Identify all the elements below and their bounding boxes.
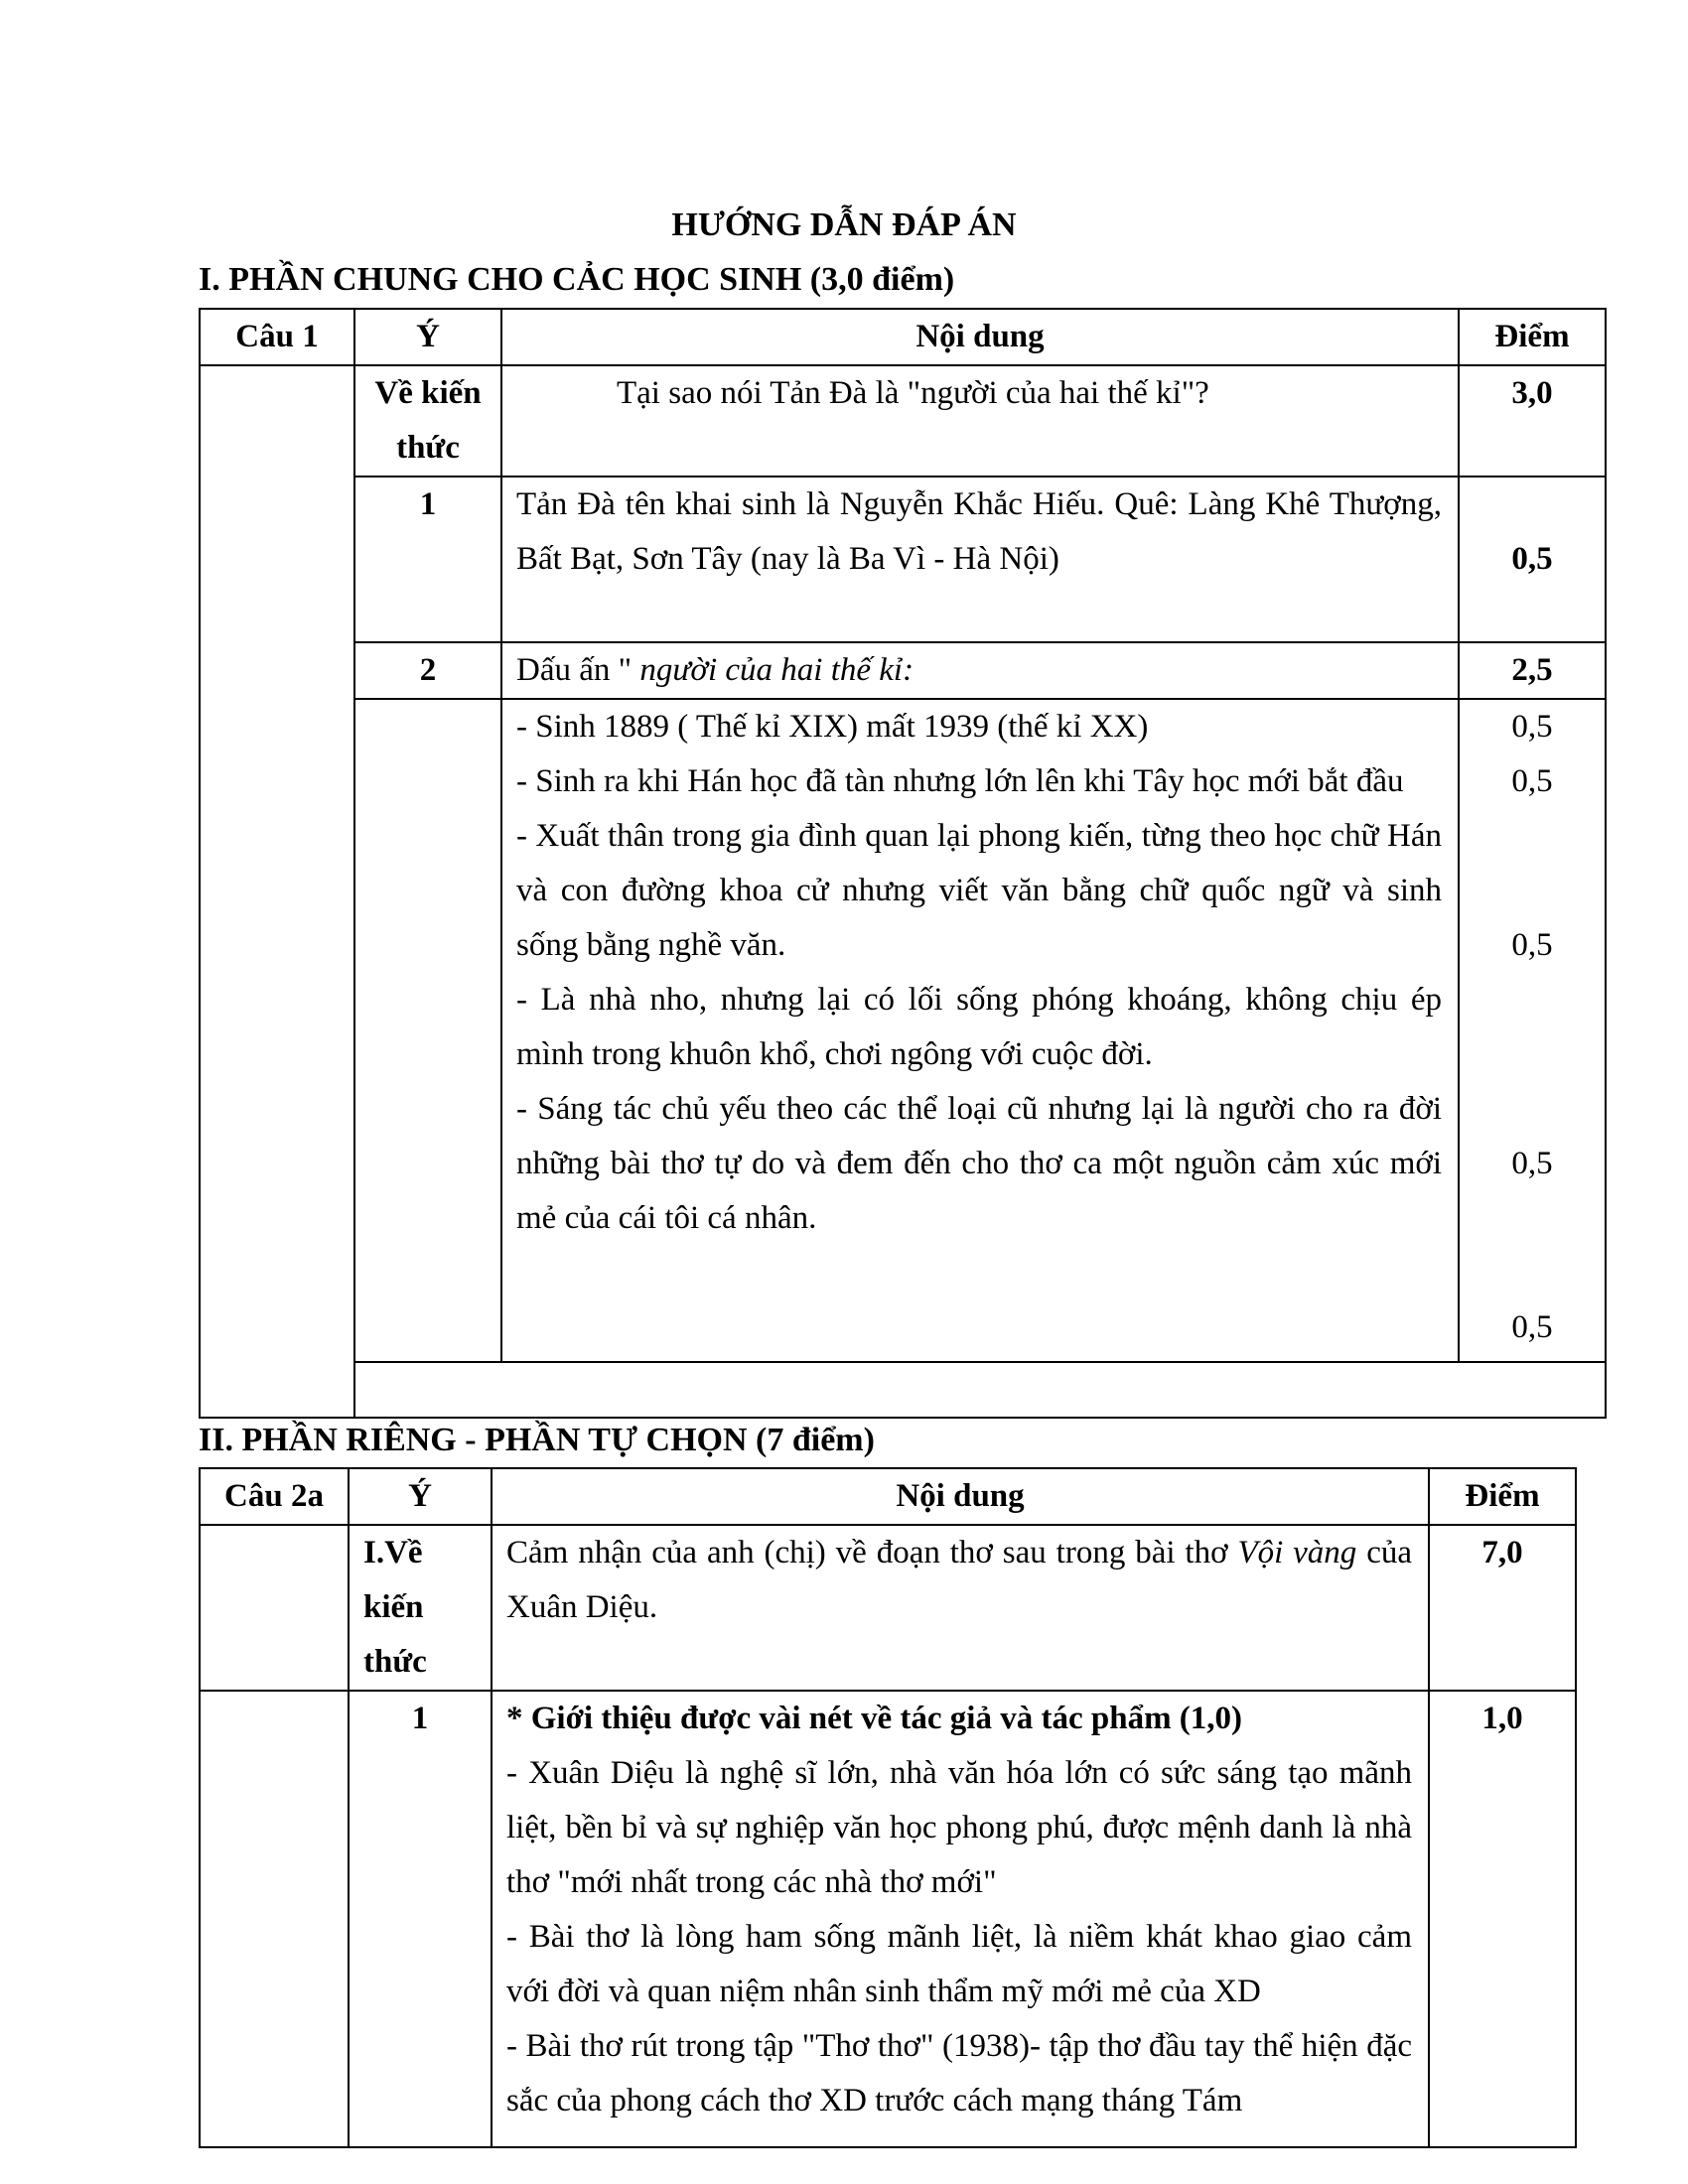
y-cell: 1 <box>354 477 501 642</box>
table-row <box>200 699 1606 1362</box>
header-y: Ý <box>349 1468 492 1525</box>
header-diem: Điểm <box>1459 309 1606 365</box>
content-cell <box>501 642 1459 699</box>
cau-cell <box>200 1525 349 1691</box>
y-cell: 2 <box>354 642 501 699</box>
y-cell: I.Về kiến thức <box>349 1525 492 1691</box>
table-row <box>200 365 1606 477</box>
part1-table <box>199 308 1607 1419</box>
spacer <box>1460 1191 1605 1246</box>
detail-point: 0,5 <box>1511 1146 1553 1181</box>
table-row <box>200 477 1606 642</box>
table-row <box>200 1362 1606 1418</box>
header-cau: Câu 1 <box>200 309 354 365</box>
list-item: - Sinh 1889 ( Thế kỉ XIX) mất 1939 (thế kỉ XX) <box>516 709 1149 745</box>
points-cell: 7,0 <box>1429 1525 1576 1691</box>
content-italic: người của hai thế kỉ: <box>639 652 914 688</box>
detail-point: 0,5 <box>1511 763 1553 799</box>
part2-heading: II. PHẦN RIÊNG - PHẦN TỰ CHỌN (7 điểm) <box>199 1422 875 1458</box>
header-y: Ý <box>354 309 501 365</box>
list-item: - Là nhà nho, nhưng lại có lối sống phóng khoáng, không chịu ép mình trong khuôn khổ, chơi ngông với cuộc đời. <box>516 982 1442 1072</box>
list-item: - Bài thơ rút trong tập "Thơ thơ" (1938)- tập thơ đầu tay thể hiện đặc sắc của phong cách thơ XD trước cách mạng tháng Tám <box>506 2028 1412 2118</box>
cau-cell <box>200 1691 349 2147</box>
details-cell <box>501 699 1459 1362</box>
detail-point: 0,5 <box>1511 1309 1553 1345</box>
header-cau: Câu 2a <box>200 1468 349 1525</box>
question-cell <box>492 1525 1429 1691</box>
content-suffix: của Xuân Diệu. <box>506 1535 1413 1625</box>
list-item: - Bài thơ là lòng ham sống mãnh liệt, là niềm khát khao giao cảm với đời và quan niệm nhân sinh thẩm mỹ mới mẻ của XD <box>506 1919 1412 2009</box>
content-italic: Vội vàng <box>1237 1535 1357 1570</box>
points-cell: 3,0 <box>1459 365 1606 477</box>
spacer <box>1460 1246 1605 1300</box>
table-header-row <box>200 309 1606 365</box>
empty-cell <box>354 1362 1606 1418</box>
content-prefix: Cảm nhận của anh (chị) về đoạn thơ sau trong bài thơ <box>506 1535 1238 1570</box>
spacer <box>1460 809 1605 864</box>
spacer <box>1460 973 1605 1027</box>
question-cell: Tại sao nói Tản Đà là "người của hai thế kỉ"? <box>501 365 1459 477</box>
table-row <box>200 642 1606 699</box>
content-cell <box>492 1691 1429 2147</box>
detail-points-cell <box>1459 699 1606 1362</box>
points-cell: 0,5 <box>1459 477 1606 642</box>
table-row <box>200 1525 1576 1691</box>
header-noidung: Nội dung <box>492 1468 1429 1525</box>
part1-heading: I. PHẦN CHUNG CHO CẢC HỌC SINH (3,0 điểm) <box>199 261 955 298</box>
spacer <box>1460 1082 1605 1137</box>
detail-point: 0,5 <box>1511 927 1553 963</box>
list-item: - Xuất thân trong gia đình quan lại phong kiến, từng theo học chữ Hán và con đường khoa cử nhưng viết văn bằng chữ quốc ngữ và sinh sống bằng nghề văn. <box>516 818 1442 963</box>
header-diem: Điểm <box>1429 1468 1576 1525</box>
table-header-row <box>200 1468 1576 1525</box>
header-noidung: Nội dung <box>501 309 1459 365</box>
list-item: - Sáng tác chủ yếu theo các thể loại cũ nhưng lại là người cho ra đời những bài thơ tự do và đem đến cho thơ ca một nguồn cảm xúc mới mẻ của cái tôi cá nhân. <box>516 1091 1442 1236</box>
y-cell: Về kiến thức <box>354 365 501 477</box>
points-cell: 2,5 <box>1459 642 1606 699</box>
cau-cell <box>200 365 354 1418</box>
y-cell: 1 <box>349 1691 492 2147</box>
page-title: HƯỚNG DẪN ĐÁP ÁN <box>671 206 1017 243</box>
y-cell <box>354 699 501 1362</box>
spacer <box>1460 1027 1605 1082</box>
points-cell: 1,0 <box>1429 1691 1576 2147</box>
part2-table <box>199 1467 1577 2148</box>
spacer <box>1460 864 1605 918</box>
list-item: - Sinh ra khi Hán học đã tàn nhưng lớn lên khi Tây học mới bắt đầu <box>516 763 1404 799</box>
list-item: - Xuân Diệu là nghệ sĩ lớn, nhà văn hóa lớn có sức sáng tạo mãnh liệt, bền bỉ và sự nghiệp văn học phong phú, được mệnh danh là nhà thơ "mới nhất trong các nhà thơ mới" <box>506 1755 1412 1900</box>
detail-point: 0,5 <box>1511 709 1553 745</box>
section-title: * Giới thiệu được vài nét về tác giả và tác phẩm (1,0) <box>506 1701 1243 1736</box>
table-row <box>200 1691 1576 2147</box>
content-cell: Tản Đà tên khai sinh là Nguyễn Khắc Hiếu. Quê: Làng Khê Thượng, Bất Bạt, Sơn Tây (nay là Ba Vì - Hà Nội) <box>501 477 1459 642</box>
content-prefix: Dấu ấn " <box>516 652 640 688</box>
